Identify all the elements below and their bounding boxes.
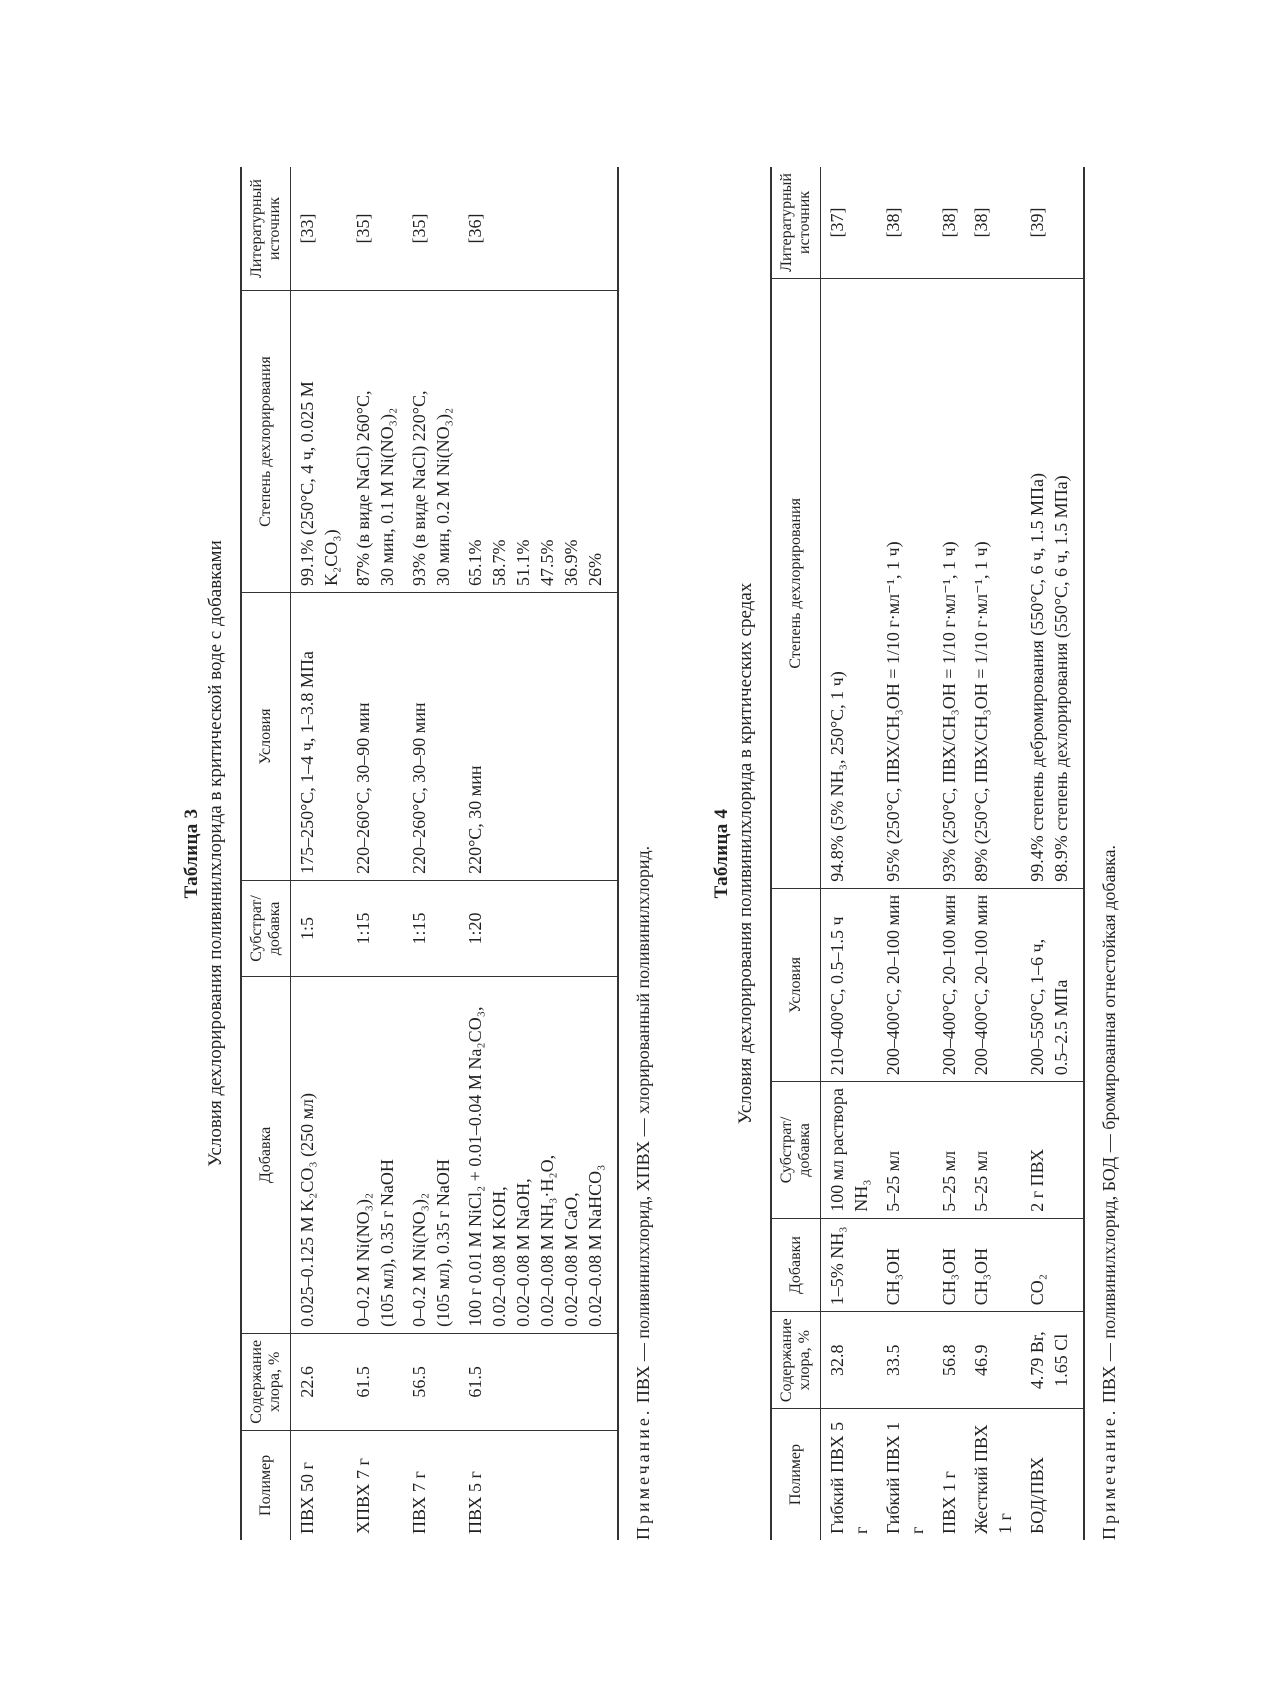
table-3-note [633,167,654,1540]
ratio-cell-line: 100 мл раствора [827,1088,847,1212]
conditions-cell [877,888,933,1081]
degree-cell-line: 65.1% [465,539,485,586]
table-row [347,167,403,1540]
degree-cell [933,278,965,888]
additive-cell-line: (105 мл), 0.35 г NaOH [433,1159,453,1327]
polymer-cell: ПВХ 1 г [939,1471,959,1534]
chlorine-cell-line: 56.8 [939,1344,959,1376]
chlorine-cell: 61.5 [347,1333,403,1430]
reference-cell: [36] [459,167,618,291]
conditions-cell-line: 0.5–2.5 МПа [1051,979,1071,1076]
conditions-cell: 175–250°C, 1–4 ч, 1–3.8 МПа [291,592,348,880]
degree-cell-line: 99.4% степень дебромирования (550°C, 6 ч, 1.5 МПа) [1027,472,1047,882]
table-3-number: Таблица 3 [181,808,202,899]
additive-cell: CH₃OH [965,1218,1021,1312]
chlorine-cell: 22.6 [291,1333,348,1430]
degree-cell-line: 30 мин, 0.2 M Ni(NO₃)₂ [433,407,453,586]
ratio-cell-line: 5–25 мл [883,1150,903,1212]
degree-cell [347,291,403,593]
conditions-cell: 220–260°C, 30–90 мин [403,592,459,880]
note-label: Примечание. [633,1407,653,1540]
polymer-cell: Гибкий ПВХ 1 г [883,1421,927,1534]
chlorine-cell-line: 46.9 [971,1344,991,1376]
ratio-cell [965,1082,1021,1219]
table-4-title: Условия дехлорирования поливинилхлорида в критических средах [735,582,756,1125]
table-3-block [180,167,654,1540]
polymer-cell: Жесткий ПВХ 1 г [971,1424,1015,1534]
additive-cell [403,976,459,1333]
table-3 [240,167,619,1540]
ratio-cell: 1:15 [347,880,403,976]
degree-cell-line: 93% (в виде NaCl) 220°C, [409,390,429,586]
note-text: ПВХ — поливинилхлорид, ХПВХ — хлорированный поливинилхлорид. [633,845,653,1408]
degree-cell-line: 93% (250°C, ПВХ/CH₃OH = 1/10 г·мл⁻¹, 1 ч) [939,541,959,882]
reference-cell: [33] [291,167,348,291]
header-degree: Степень дехлорирования [771,278,821,888]
ratio-cell [877,1082,933,1219]
degree-cell-line: 47.5% [537,539,557,586]
degree-cell [1021,278,1084,888]
table-4-number: Таблица 4 [711,808,732,899]
reference-cell: [38] [877,167,933,278]
degree-cell [965,278,1021,888]
conditions-cell-line: 200–550°C, 1–6 ч, [1027,938,1047,1076]
chlorine-cell [965,1312,1021,1409]
conditions-cell: 220–260°C, 30–90 мин [347,592,403,880]
degree-cell-line: K₂CO₃) [321,529,341,586]
chlorine-cell-line: 4.79 Br, [1027,1331,1047,1390]
ratio-cell [933,1082,965,1219]
ratio-cell: 1:20 [459,880,618,976]
table-row [291,167,348,1540]
additive-cell: CH₃OH [933,1218,965,1312]
header-reference: Литературный источник [241,167,291,291]
chlorine-cell: 56.5 [403,1333,459,1430]
chlorine-cell [933,1312,965,1409]
ratio-cell: 1:15 [403,880,459,976]
additive-cell-line: 0.02–0.08 M NaOH, [513,1178,533,1327]
ratio-cell: 1:5 [291,880,348,976]
table-3-body [291,167,619,1540]
table-3-title: Условия дехлорирования поливинилхлорида в критической воде с добавками [205,540,226,1167]
reference-cell: [35] [347,167,403,291]
header-ratio: Субстрат/ добавка [241,880,291,976]
degree-cell-line: 36.9% [561,539,581,586]
chlorine-cell-line: 32.8 [827,1344,847,1376]
additive-cell [347,976,403,1333]
ratio-cell-line: 5–25 мл [971,1150,991,1212]
header-polymer: Полимер [241,1430,291,1540]
table-row [459,167,618,1540]
polymer-cell: ПВХ 7 г [409,1471,429,1534]
header-conditions: Условия [771,888,821,1081]
header-additive: Добавка [241,976,291,1333]
header-ratio: Субстрат/ добавка [771,1082,821,1219]
polymer-cell: ПВХ 50 г [297,1462,317,1534]
additive-cell-line: 0–0.2 M Ni(NO₃)₂ [409,1192,429,1327]
conditions-cell-line: 200–400°C, 20–100 мин [971,894,991,1076]
table-4-note [1099,167,1120,1540]
additive-cell-line: 0–0.2 M Ni(NO₃)₂ [353,1192,373,1327]
conditions-cell-line: 200–400°C, 20–100 мин [939,894,959,1076]
chlorine-cell [877,1312,933,1409]
additive-cell-line: 100 г 0.01 M NiCl₂ + 0.01–0.04 M Na₂CO₃, [465,1006,485,1327]
degree-cell [821,278,878,888]
reference-cell: [38] [933,167,965,278]
header-chlorine: Содержание хлора, % [241,1333,291,1430]
header-additives: Добавки [771,1218,821,1312]
conditions-cell-line: 200–400°C, 20–100 мин [883,894,903,1076]
degree-cell [403,291,459,593]
header-conditions: Условия [241,592,291,880]
header-polymer: Полимер [771,1409,821,1540]
note-label: Примечание. [1099,1407,1119,1540]
reference-cell: [38] [965,167,1021,278]
additive-cell: CO₂ [1021,1218,1084,1312]
table-header-row [241,167,291,1540]
ratio-cell [1021,1082,1084,1219]
chlorine-cell [821,1312,878,1409]
table-4-body [821,167,1085,1540]
polymer-cell: ХПВХ 7 г [353,1458,373,1534]
conditions-cell [965,888,1021,1081]
ratio-cell [821,1082,878,1219]
polymer-cell: Гибкий ПВХ 5 г [827,1421,871,1534]
polymer-cell: БОД/ПВХ [1021,1409,1084,1540]
header-degree: Степень дехлорирования [241,291,291,593]
table-row [877,167,933,1540]
degree-cell-line: 58.7% [489,539,509,586]
conditions-cell [1021,888,1084,1081]
additive-cell-line: 0.02–0.08 M KOH, [489,1186,509,1327]
table-row [933,167,965,1540]
ratio-cell-line: 5–25 мл [939,1150,959,1212]
degree-cell-line: 98.9% степень дехлорирования (550°C, 6 ч, 1.5 МПа) [1051,475,1071,882]
conditions-cell [933,888,965,1081]
reference-cell: [35] [403,167,459,291]
conditions-cell-line: 210–400°C, 0.5–1.5 ч [827,916,847,1076]
header-chlorine: Содержание хлора, % [771,1312,821,1409]
note-text: ПВХ — поливинилхлорид, БОД — бромированная огнестойкая добавка. [1099,844,1119,1408]
degree-cell-line: 89% (250°C, ПВХ/CH₃OH = 1/10 г·мл⁻¹, 1 ч) [971,541,991,882]
additive-cell [291,976,348,1333]
chlorine-cell-line: 33.5 [883,1344,903,1376]
degree-cell-line: 99.1% (250°C, 4 ч, 0.025 M [297,381,317,586]
reference-cell: [39] [1021,167,1084,278]
conditions-cell: 220°C, 30 мин [459,592,618,880]
degree-cell [459,291,618,593]
chlorine-cell-line: 1.65 Cl [1051,1333,1071,1387]
additive-cell-line: (105 мл), 0.35 г NaOH [377,1159,397,1327]
header-reference: Литературный источник [771,167,821,278]
ratio-cell-line: 2 г ПВХ [1027,1148,1047,1212]
table-row [965,167,1021,1540]
polymer-cell: ПВХ 5 г [459,1430,618,1540]
degree-cell-line: 95% (250°C, ПВХ/CH₃OH = 1/10 г·мл⁻¹, 1 ч) [883,541,903,882]
additive-cell: 1–5% NH₃ [821,1218,878,1312]
additive-cell: CH₃OH [877,1218,933,1312]
table-4-block [710,167,1120,1540]
table-row [403,167,459,1540]
degree-cell-line: 26% [585,552,605,586]
degree-cell-line: 51.1% [513,539,533,586]
table-row [1021,167,1084,1540]
chlorine-cell [1021,1312,1084,1409]
table-header-row [771,167,821,1540]
additive-cell-line: 0.025–0.125 M K₂CO₃ (250 мл) [297,1092,317,1327]
chlorine-cell: 61.5 [459,1333,618,1430]
table-4 [770,167,1085,1540]
degree-cell-line: 30 мин, 0.1 M Ni(NO₃)₂ [377,407,397,586]
degree-cell-line: 87% (в виде NaCl) 260°C, [353,390,373,586]
conditions-cell [821,888,878,1081]
table-row [821,167,878,1540]
ratio-cell-line: NH₃ [851,1179,871,1212]
degree-cell-line: 94.8% (5% NH₃, 250°C, 1 ч) [827,671,847,882]
additive-cell-line: 0.02–0.08 M CaO, [561,1192,581,1327]
additive-cell-line: 0.02–0.08 M NaHCO₃ [585,1164,605,1327]
additive-cell-line: 0.02–0.08 M NH₃·H₂O, [537,1154,557,1327]
reference-cell: [37] [821,167,878,278]
degree-cell [291,291,348,593]
additive-cell [459,976,618,1333]
degree-cell [877,278,933,888]
